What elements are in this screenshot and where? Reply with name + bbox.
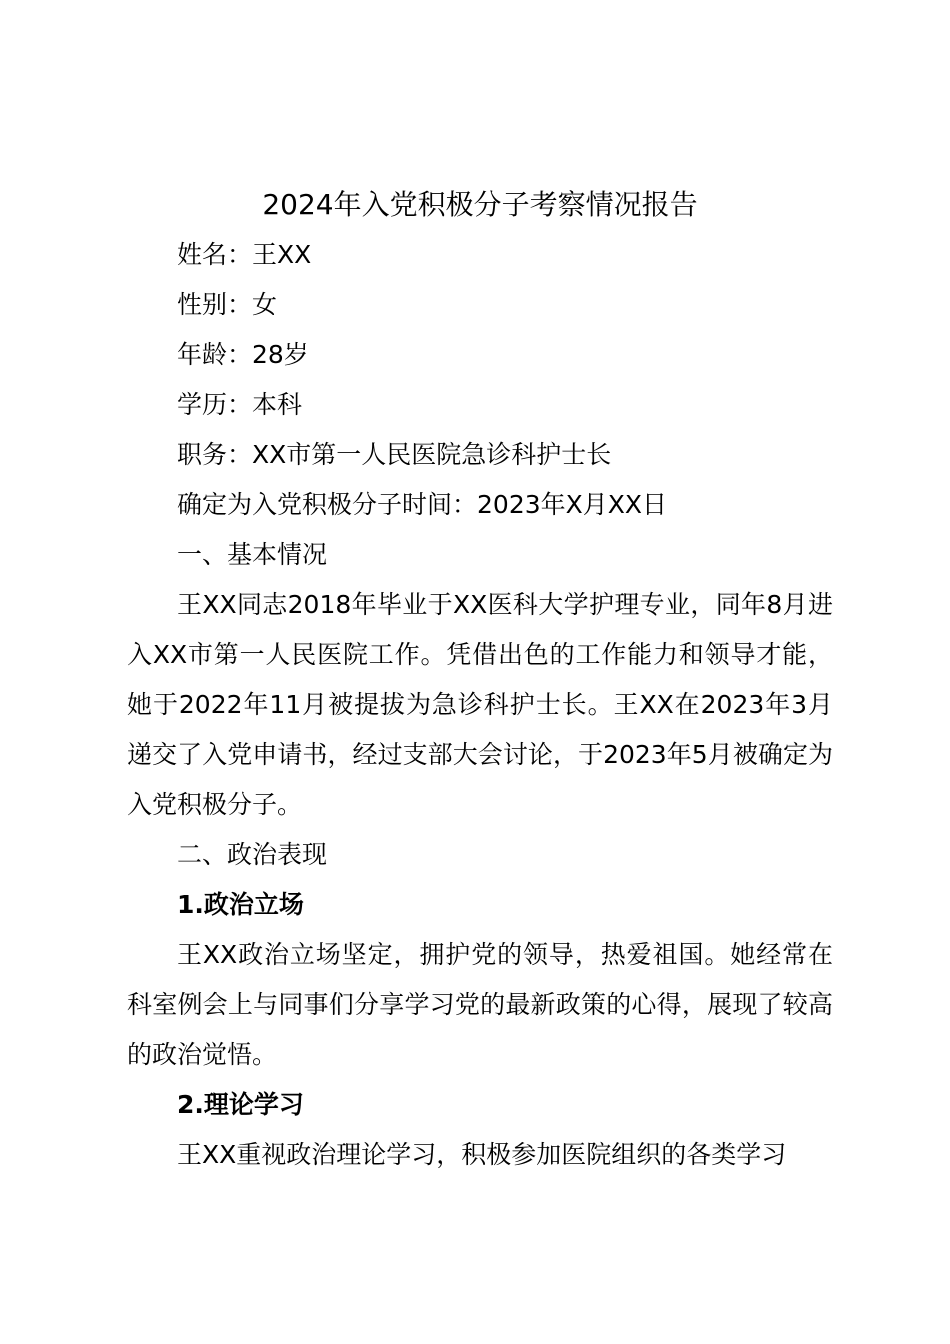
subheading-political-stance: 1.政治立场 <box>177 890 304 919</box>
political-stance-paragraph: 王XX政治立场坚定，拥护党的领导，热爱祖国。她经常在科室例会上与同事们分享学习党的最新政策的心得，展现了较高的政治觉悟。 <box>127 940 833 1069</box>
info-education: 学历：本科 <box>177 390 303 419</box>
basic-info-paragraph: 王XX同志2018年毕业于XX医科大学护理专业，同年8月进入XX市第一人民医院工作。凭借出色的工作能力和领导才能，她于2022年11月被提拔为急诊科护士长。王XX在2023年3月递交了入党申请书，经过支部大会讨论，于2023年5月被确定为入党积极分子。 <box>127 590 833 819</box>
subheading-theory-study: 2.理论学习 <box>177 1090 304 1119</box>
info-name: 姓名：王XX <box>177 240 312 269</box>
info-age: 年龄：28岁 <box>177 340 309 369</box>
theory-study-paragraph: 王XX重视政治理论学习，积极参加医院组织的各类学习 <box>177 1140 787 1169</box>
document-body <box>127 180 833 1180</box>
info-gender: 性别：女 <box>177 290 278 319</box>
section-heading-basic: 一、基本情况 <box>177 540 328 569</box>
info-position: 职务：XX市第一人民医院急诊科护士长 <box>177 440 612 469</box>
info-activist-date: 确定为入党积极分子时间：2023年X月XX日 <box>177 490 668 519</box>
section-heading-political: 二、政治表现 <box>177 840 328 869</box>
page-title: 2024年入党积极分子考察情况报告 <box>262 188 698 221</box>
